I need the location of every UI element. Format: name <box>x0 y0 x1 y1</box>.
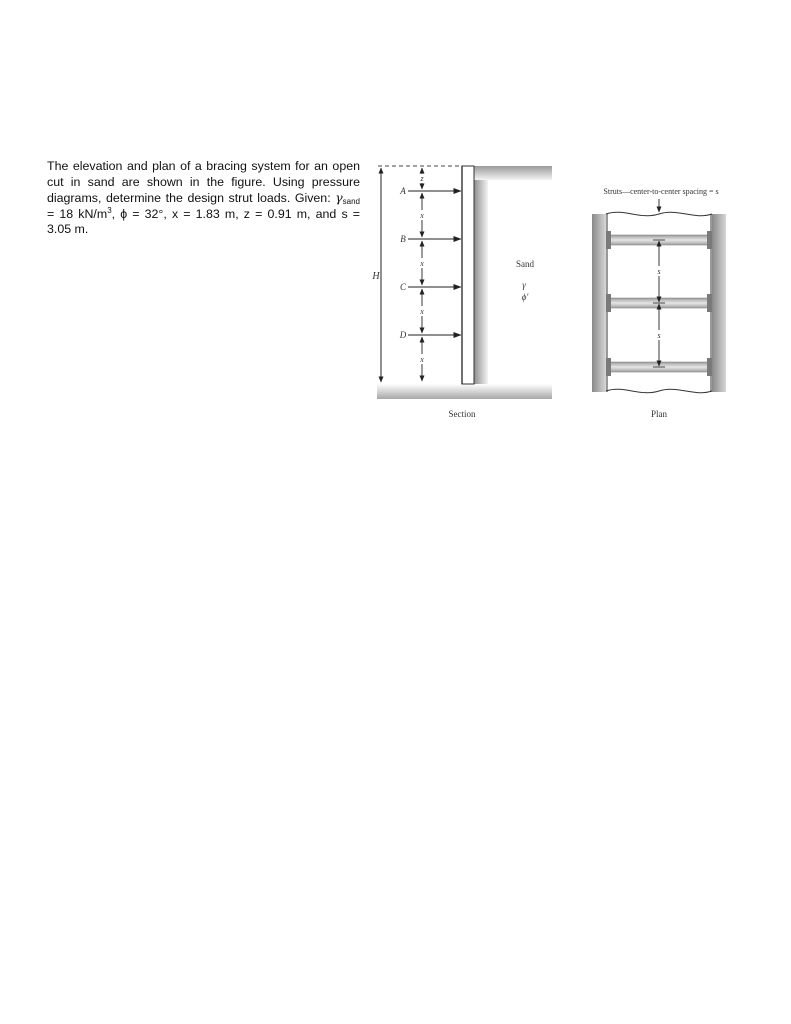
soil-label: Sand <box>516 259 534 269</box>
cube-exponent: 3 <box>107 205 112 215</box>
plan-plate-1L <box>606 231 611 249</box>
phi-x-z-values: , ϕ = 32°, x = 1.83 m, z = 0.91 m, and <box>111 206 337 221</box>
strut-label-D: D <box>399 330 407 340</box>
plan-view <box>592 187 726 419</box>
label-z: z <box>420 174 424 183</box>
sheet-pile-wall <box>462 166 474 384</box>
plan-plate-1R <box>707 231 712 249</box>
excavation-base <box>377 384 552 399</box>
gamma-symbol: γ <box>335 190 343 205</box>
phi-label: ϕ' <box>521 292 529 302</box>
plan-plate-2L <box>606 294 611 312</box>
label-x-3: x <box>420 307 424 316</box>
sand-side-band <box>474 180 488 384</box>
plan-plate-3R <box>707 358 712 376</box>
strut-label-A: A <box>400 186 406 196</box>
strut-label-C: C <box>399 282 407 292</box>
gamma-label: γ <box>522 280 526 290</box>
spacing-value: s = 3.05 m. <box>47 206 360 236</box>
plan-note: Struts—center-to-center spacing = s <box>603 187 719 196</box>
label-x-2: x <box>420 259 424 268</box>
gamma-subscript: sand <box>342 197 360 206</box>
plan-soil-right <box>712 214 726 392</box>
plan-plate-3L <box>606 358 611 376</box>
plan-label-s-2: s <box>657 331 661 340</box>
section-caption: Section <box>448 409 476 419</box>
plan-caption: Plan <box>650 409 668 419</box>
label-x-4: x <box>420 355 424 364</box>
label-H: H <box>372 271 380 282</box>
plan-break-bottom <box>606 389 712 392</box>
sand-top-band <box>462 166 552 180</box>
plan-plate-2R <box>707 294 712 312</box>
gamma-value: = 18 kN/m <box>47 206 108 221</box>
label-x-1: x <box>420 211 424 220</box>
plan-label-s-1: s <box>657 267 661 276</box>
problem-text-intro: The elevation and plan of a bracing system for an open cut in sand are shown in the figure. Using pressure diagrams, determine the design strut loads. Given: <box>47 159 360 205</box>
plan-break-top <box>606 212 712 215</box>
plan-soil-left <box>592 214 606 392</box>
strut-label-B: B <box>400 234 406 244</box>
section-view <box>371 166 552 419</box>
